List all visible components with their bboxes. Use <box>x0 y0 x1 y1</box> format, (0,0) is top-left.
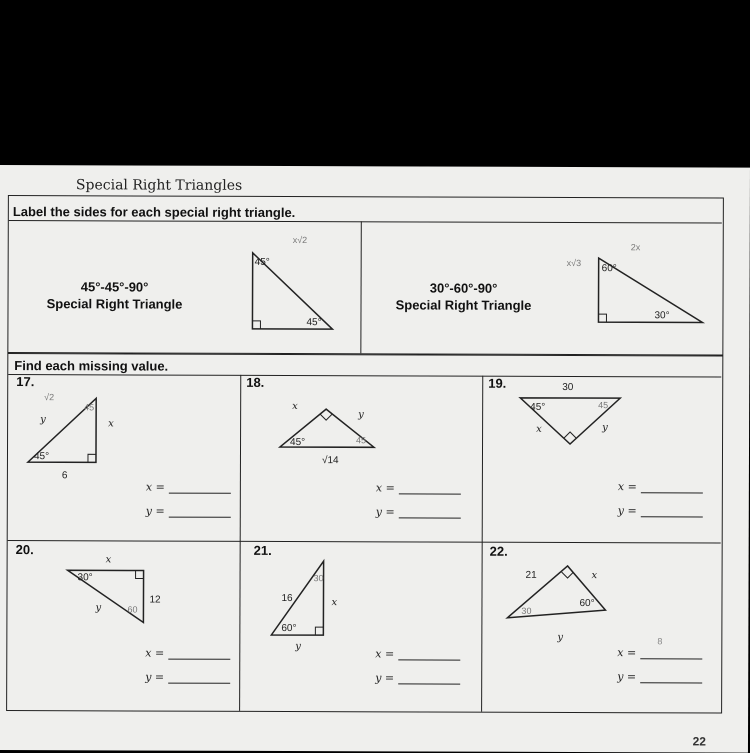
divider <box>360 221 361 353</box>
p21-y-answer[interactable] <box>375 671 460 684</box>
p17-x-label: x = <box>145 480 165 494</box>
ref45-angle-top: 45° <box>254 256 270 268</box>
p19-angle: 45° <box>530 401 546 413</box>
ref-45-45-90-title <box>14 278 214 313</box>
p21-x-answer[interactable] <box>375 647 460 660</box>
ref-30-line2: Special Right Triangle <box>395 297 532 313</box>
p21-side-16: 16 <box>281 592 293 605</box>
page-title: Special Right Triangles <box>75 177 243 194</box>
ref-30-60-90-triangle <box>566 242 710 326</box>
p18-x-answer[interactable] <box>376 481 461 494</box>
p22-hw-30: 30 <box>521 605 532 616</box>
p21-y: y <box>295 641 301 653</box>
ref30-angle-top: 60° <box>601 263 617 275</box>
p18-hw-45: 45 <box>356 435 367 446</box>
p21-x: x <box>331 597 338 609</box>
p17-x-answer[interactable] <box>146 481 231 494</box>
divider <box>239 375 241 711</box>
p20-x-label: x = <box>145 646 165 660</box>
p18-angle: 45° <box>290 437 306 449</box>
p18-x: x <box>292 401 298 413</box>
p21-y-label: y = <box>375 671 395 685</box>
p22-side-21: 21 <box>525 569 537 581</box>
p17-hw-45: 45 <box>84 402 95 413</box>
p20-angle: 30° <box>77 572 93 584</box>
p21-hw-30: 30 <box>313 573 324 584</box>
ref30-side-vertical: x√3 <box>566 257 582 269</box>
p17-angle: 45° <box>33 451 50 463</box>
p18-y: y <box>358 409 364 421</box>
p19-y: y <box>602 422 608 434</box>
section2-header: Find each missing value. <box>14 358 169 374</box>
problem-19-number: 19. <box>488 375 507 391</box>
problem-17-number: 17. <box>16 374 35 390</box>
p22-y-label: y = <box>617 670 637 684</box>
page-number: 22 <box>692 734 707 749</box>
p20-hw-60: 60 <box>127 604 138 615</box>
problem-22-triangle <box>501 558 621 648</box>
divider <box>8 540 721 543</box>
p18-y-answer[interactable] <box>376 505 461 518</box>
problem-21-number: 21. <box>253 542 272 558</box>
p22-y: y <box>557 631 564 643</box>
problem-17-triangle <box>26 392 114 482</box>
ref30-side-hyp: 2x <box>630 242 641 253</box>
problem-18-number: 18. <box>246 374 265 390</box>
ref45-angle-bottom: 45° <box>306 317 322 329</box>
p22-angle: 60° <box>579 598 595 610</box>
p19-hw-45: 45 <box>598 400 609 411</box>
problem-18-triangle <box>276 395 386 475</box>
p19-y-label: y = <box>617 504 637 518</box>
p20-y-answer[interactable] <box>145 671 230 684</box>
ref30-angle-bottom: 30° <box>654 310 670 322</box>
ref-30-60-90-title <box>368 279 558 314</box>
problem-20-triangle <box>65 554 185 634</box>
problem-21-triangle <box>269 559 369 659</box>
p18-hyp: √14 <box>321 455 339 467</box>
label-sides-section <box>7 195 724 355</box>
p17-y: y <box>40 414 46 426</box>
p17-side-6: 6 <box>61 470 68 482</box>
p17-hw-root: √2 <box>44 392 55 403</box>
problem-19-triangle <box>516 380 636 460</box>
p22-x: x <box>591 570 598 582</box>
ref-45-45-90-triangle <box>244 235 344 331</box>
p19-x: x <box>536 423 542 435</box>
p22-x-answer[interactable] <box>617 646 702 659</box>
p18-x-label: x = <box>375 481 395 495</box>
p20-y: y <box>95 602 102 614</box>
p20-x-answer[interactable] <box>145 647 230 660</box>
p19-y-answer[interactable] <box>618 504 703 517</box>
p20-x: x <box>105 554 112 566</box>
divider <box>481 376 483 712</box>
p19-side-30: 30 <box>562 381 574 394</box>
problem-22-number: 22. <box>489 543 508 559</box>
p20-y-label: y = <box>145 670 165 684</box>
worksheet-page <box>0 165 750 753</box>
p22-hw-mark: 8 <box>657 636 663 647</box>
p21-angle: 60° <box>281 622 297 635</box>
ref-30-line1: 30°-60°-90° <box>429 280 498 296</box>
problem-20-number: 20. <box>15 542 34 558</box>
p21-x-label: x = <box>375 647 395 661</box>
missing-value-section <box>6 353 723 713</box>
ref-45-line1: 45°-45°-90° <box>80 279 149 295</box>
divider <box>8 374 721 377</box>
p22-y-answer[interactable] <box>617 670 702 683</box>
p20-side-12: 12 <box>149 594 161 606</box>
p19-x-label: x = <box>617 480 637 494</box>
p17-x: x <box>108 418 114 430</box>
section1-header: Label the sides for each special right triangle. <box>12 204 296 221</box>
p17-y-label: y = <box>145 504 165 518</box>
p17-y-answer[interactable] <box>146 505 231 518</box>
divider <box>9 220 722 223</box>
p22-x-label: x = <box>617 646 637 660</box>
ref45-side-label: x√2 <box>292 235 308 246</box>
p18-y-label: y = <box>375 505 395 519</box>
p19-x-answer[interactable] <box>618 480 703 493</box>
ref-45-line2: Special Right Triangle <box>46 296 183 312</box>
